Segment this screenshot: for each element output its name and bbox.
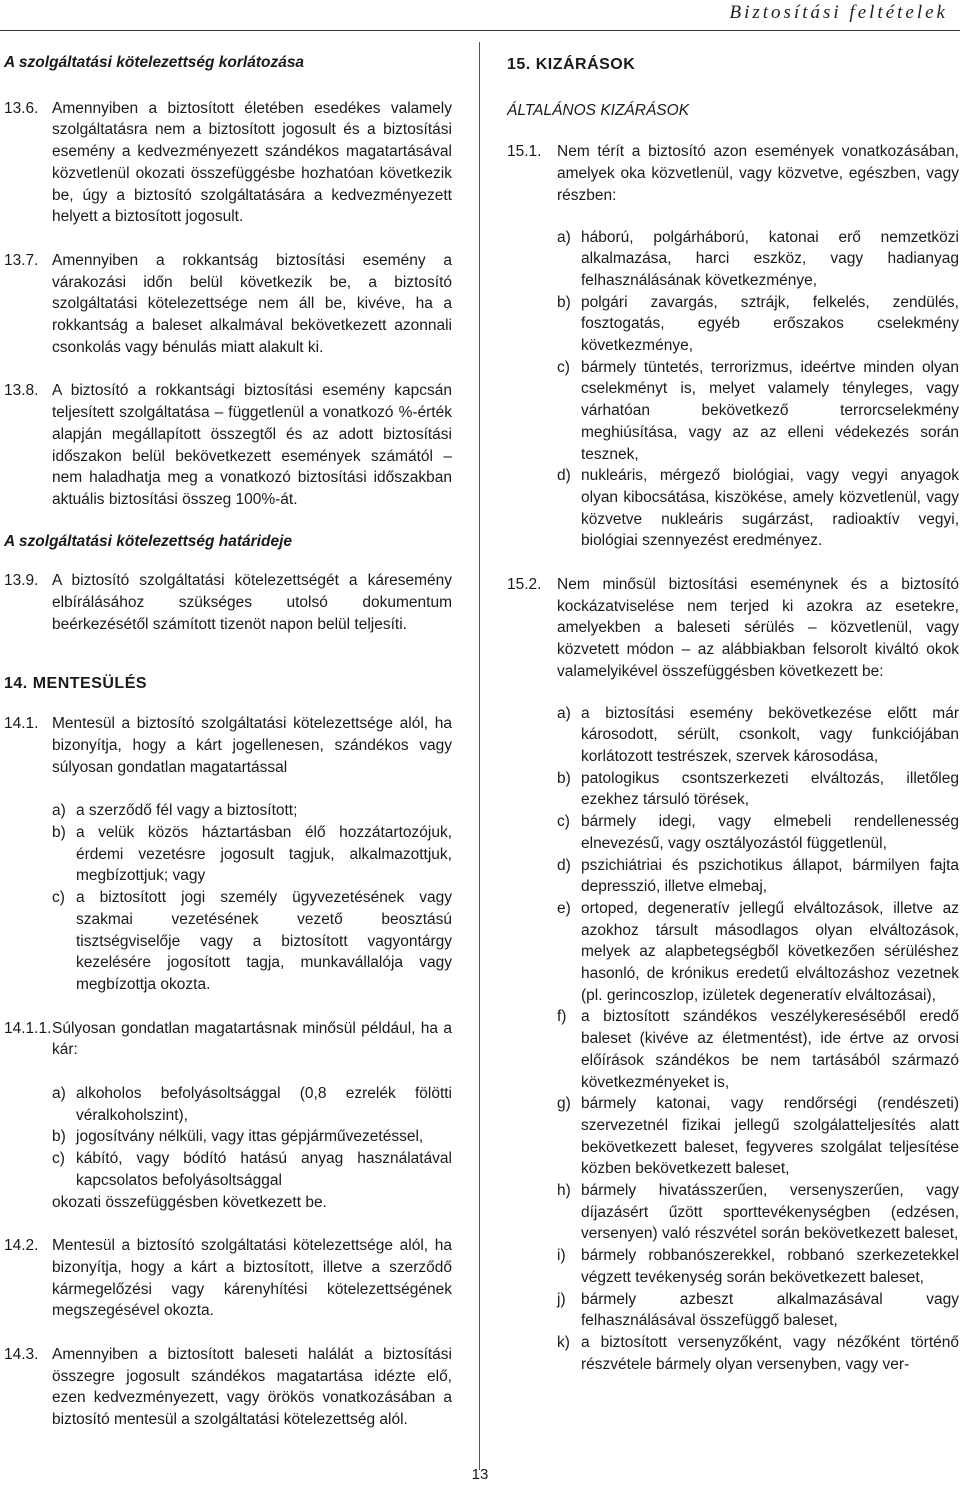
clause-text: Nem minősül biztosítási eseménynek és a biztosító kockázatviselése nem terjed ki azokra az esetekre, amelyekben a baleseti sérülés – közvetlenül, vagy közvetett módon – az alábbiakban felsorolt kiváltó okok valamelyikével összefüggésben következett be: <box>557 576 959 680</box>
clause-text: Amennyiben a biztosított életében esedékes valamely szolgáltatásra nem a biztosított jogosult és a biztosítási esemény a kedvezményezett szándékos magatartásával közvetlenül okozati összefüggésbe hozhatóan következik be, úgy a biztosító szolgáltatására a kedvezményezett helyett a biztosított jogosult. <box>52 99 452 226</box>
clause-15-2 <box>507 574 959 683</box>
clause-text: Amennyiben a biztosított baleseti halálát a biztosítási összegre jogosult szándékos magatartása idézte elő, ezen kedvezményezett, vagy örökös vonatkozásában a biztosító mentesül a szolgáltatási kötelezettség alól. <box>52 1346 452 1429</box>
clause-14-3 <box>4 1344 452 1431</box>
clause-14-1-1 <box>4 1018 452 1061</box>
clause-text: Mentesül a biztosító szolgáltatási kötelezettsége alól, ha bizonyítja, hogy a kárt jogellenesen, szándékos vagy súlyosan gondatlan magatartással <box>52 715 452 776</box>
list-item: g) bármely katonai, vagy rendőrségi (rendészeti) szervezetnél fizikai jellegű szolgálatteljesítés alatt bekövetkezett baleset, fegyveres szolgálat teljesítése közben bekövetkezett baleset, <box>557 1095 959 1178</box>
clause-text: A biztosító a rokkantsági biztosítási esemény kapcsán teljesített szolgáltatása – függetlenül a vonatkozó %-érték alapján megállapított összegtől és az adott biztosítási időszakon belül bekövetkezett események számától – nem haladhatja meg a vonatkozó biztosítási időszakban aktuális biztosítási összeg 100%-át. <box>52 382 452 508</box>
clause-text: A biztosító szolgáltatási kötelezettségét a káresemény elbírálásához szükséges utolsó dokumentum beérkezésétől számított tizenöt napon belül teljesíti. <box>52 572 452 633</box>
right-column <box>507 50 959 1375</box>
clause-14-1 <box>4 713 452 778</box>
list-item: k) a biztosított versenyzőként, vagy nézőként történő részvétele bármely olyan versenyben, vagy ver- <box>557 1333 959 1373</box>
list-item: f) a biztosított szándékos veszélykereséséből eredő baleset (kivéve az életmentést), ide értve az orvosi előírások szándékos be nem tartásából származó következményeket is, <box>557 1008 959 1091</box>
subheading-general-exclusions: ÁLTALÁNOS KIZÁRÁSOK <box>507 101 690 119</box>
clause-13-8 <box>4 380 452 510</box>
list-item: b) polgári zavargás, sztrájk, felkelés, zendülés, fosztogatás, egyéb erőszakos cselekmény következménye, <box>557 293 959 355</box>
left-column <box>4 50 452 1431</box>
list-14-1-1 <box>52 1083 452 1192</box>
clause-text: Mentesül a biztosító szolgáltatási kötelezettsége alól, ha bizonyítja, hogy a kárt a biztosított, illetve a szerződő kármegelőzési vagy kárenyhítési kötelezettségének megszegésével okozta. <box>52 1237 452 1320</box>
list-15-1 <box>557 227 959 553</box>
page-header <box>0 0 960 40</box>
clause-15-1 <box>507 141 959 206</box>
list-item: i) bármely robbanószerekkel, robbanó szerkezetekkel végzett tevékenység során bekövetkezett baleset, <box>557 1247 959 1286</box>
list-item: c) bármely tüntetés, terrorizmus, ideértve minden olyan cselekményt is, melyet valamely tényleges, vagy várhatóan bekövetkező terrorcselekmény meghiúsítása, vagy az az elleni védekezés során tesznek, <box>557 358 959 463</box>
list-14-1-1-tail: okozati összefüggésben következett be. <box>52 1193 327 1211</box>
list-item: a) alkoholos befolyásoltsággal (0,8 ezrelék fölötti véralkoholszint), <box>52 1085 452 1124</box>
clause-number: 13.8. <box>4 382 39 400</box>
list-item: b) a velük közös háztartásban élő hozzátartozójuk, érdemi vezetésre jogosult tagjuk, alkalmazottjuk, megbízottjuk; vagy <box>52 823 452 885</box>
list-item: a) a szerződő fél vagy a biztosított; <box>52 802 298 820</box>
list-item: a) háború, polgárháború, katonai erő nemzetközi alkalmazása, harci eszköz, vagy hadianyag felhasználásának következménye, <box>557 228 959 289</box>
list-item: j) bármely azbeszt alkalmazásával vagy felhasználásával összefüggő baleset, <box>557 1290 959 1330</box>
list-item: h) bármely hivatásszerűen, versenyszerűen, vagy díjazásért űzött sporttevékenységben (edzésen, versenyen) való részvétel során bekövetkezett baleset, <box>557 1182 959 1243</box>
list-15-2 <box>557 703 959 1376</box>
clause-14-2 <box>4 1235 452 1322</box>
clause-number: 15.1. <box>507 143 542 161</box>
column-divider <box>479 42 480 1470</box>
clause-number: 13.9. <box>4 572 39 590</box>
subheading-limitation: A szolgáltatási kötelezettség korlátozása <box>4 54 305 71</box>
section-heading-14: 14. MENTESÜLÉS <box>4 675 148 693</box>
list-item: c) kábító, vagy bódító hatású anyag használatával kapcsolatos befolyásoltsággal <box>52 1150 452 1189</box>
clause-number: 15.2. <box>507 576 542 594</box>
clause-text: Nem térít a biztosító azon események vonatkozásában, amelyek oka közvetlenül, vagy közvetve, egészben, vagy részben: <box>557 143 959 204</box>
clause-text: Súlyosan gondatlan magatartásnak minősül például, ha a kár: <box>52 1019 452 1059</box>
clause-text: Amennyiben a rokkantság biztosítási esemény a várakozási időn belül következik be, a biztosító szolgáltatási kötelezettsége nem áll be, kivéve, ha a rokkantság a baleset alkalmával bekövetkezett azonnali csonkolás vagy bénulás miatt alakult ki. <box>52 251 452 356</box>
list-14-1 <box>52 800 452 995</box>
clause-number: 14.2. <box>4 1237 39 1255</box>
clause-number: 14.3. <box>4 1346 39 1364</box>
clause-13-6 <box>4 98 452 228</box>
section-heading-15: 15. KIZÁRÁSOK <box>507 56 636 73</box>
clause-number: 14.1. <box>4 715 39 733</box>
list-item: a) a biztosítási esemény bekövetkezése előtt már károsodott, sérült, csonkolt, vagy funkciójában korlátozott testrészek, szervek károsodása, <box>557 704 959 765</box>
list-item: d) nukleáris, mérgező biológiai, vagy vegyi anyagok olyan kibocsátása, kiszökése, amely közvetlenül, vagy közvetve nukleáris sugárzást, radioaktív vegyi, biológiai szennyezést eredményez. <box>557 467 959 550</box>
list-item: d) pszichiátriai és pszichotikus állapot, bármilyen fajta depresszió, illetve elmebaj, <box>557 856 959 896</box>
subheading-deadline: A szolgáltatási kötelezettség határideje <box>4 532 292 550</box>
clause-number: 14.1.1. <box>4 1019 52 1037</box>
list-item: e) ortoped, degeneratív jellegű elváltozások, illetve az azokhoz társult másodlagos olyan elváltozások, melyek az alapbetegségből következően sérüléshez hasonló, de krónikus eredetű elváltozáshoz vezetnek (pl. gerincoszlop, izületek degeneratív elváltozásai), <box>557 899 959 1004</box>
clause-13-7 <box>4 250 452 359</box>
list-item: b) jogosítvány nélküli, vagy ittas gépjárművezetéssel, <box>52 1128 424 1146</box>
clause-13-9 <box>4 570 452 635</box>
list-item: b) patologikus csontszerkezeti elváltozás, illetőleg ezekhez társuló törések, <box>557 769 959 809</box>
clause-number: 13.6. <box>4 99 39 117</box>
clause-number: 13.7. <box>4 251 39 269</box>
header-rule <box>0 30 960 31</box>
list-item: c) a biztosított jogi személy ügyvezetésének vagy szakmai vezetésének vezető beosztású tisztségviselője vagy a biztosított vagyontárgy kezelésére jogosított tagja, munkavállalója vagy megbízottja okozta. <box>52 889 452 993</box>
list-item: c) bármely idegi, vagy elmebeli rendellenesség elnevezésű, vagy osztályozástól függetlenül, <box>557 813 959 852</box>
page-number: 13 <box>471 1466 489 1483</box>
running-title: Biztosítási feltételek <box>729 2 948 23</box>
